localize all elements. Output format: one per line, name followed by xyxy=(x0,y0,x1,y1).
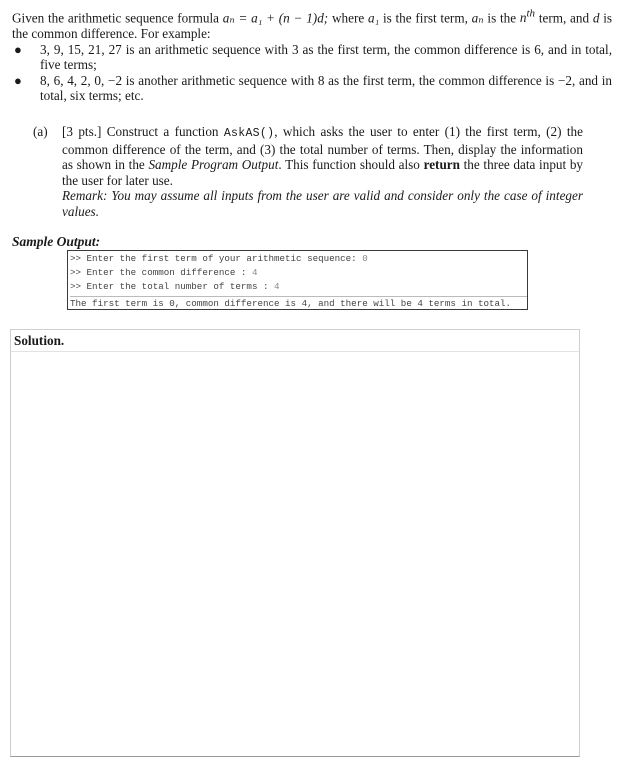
intro-paragraph xyxy=(12,7,612,42)
formula: aₙ = a₁ + (n − 1)d; xyxy=(222,10,329,26)
symbol-d: d xyxy=(592,10,600,26)
solution-divider xyxy=(11,351,579,352)
bullet-icon: ● xyxy=(14,72,22,88)
symbol-an: aₙ xyxy=(471,10,484,26)
console-line: >> Enter the common difference : 4 xyxy=(70,267,258,279)
console-result-line: The first term is 0, common difference is 4, and there will be 4 terms in total. xyxy=(70,296,527,311)
function-name: AskAS() xyxy=(223,127,275,140)
bullet-icon: ● xyxy=(14,41,22,57)
remark: Remark: You may assume all inputs from the user are valid and consider only the case of integer values. xyxy=(62,188,583,219)
console-line: >> Enter the first term of your arithmetic sequence: 0 xyxy=(70,253,368,264)
intro-term-and: term, and xyxy=(538,10,590,26)
solution-box[interactable] xyxy=(10,329,580,757)
sample-output-heading: Sample Output: xyxy=(12,234,101,249)
intro-common-diff: is the common difference. For example: xyxy=(12,10,613,41)
console-line: >> Enter the total number of terms : 4 xyxy=(70,281,280,293)
part-a xyxy=(33,124,583,220)
symbol-nth: $n^{th}$ xyxy=(519,8,536,26)
sample-console xyxy=(67,250,528,310)
intro-lead: Given the arithmetic sequence formula xyxy=(12,10,219,26)
part-a-body: [3 pts.] Construct a function AskAS(), which asks the user to enter (1) the first term, (2) the common difference of the term, and (3) the total number of terms. Then, display the information as shown in the Sample Program Output. This function should also return the three data input by the user for later use. Remark: You may assume all inputs from the user are valid and consider only the case of integer values. xyxy=(62,124,584,219)
sample-reference: Sample Program Output xyxy=(148,157,279,173)
example-item: ● 3, 9, 15, 21, 27 is an arithmetic sequence with 3 as the first term, the common difference is 6, and in total, five terms; xyxy=(14,41,612,73)
part-a-label: (a) xyxy=(33,124,48,139)
intro-where: where xyxy=(331,10,365,26)
points-badge: [3 pts.] xyxy=(62,124,102,139)
example-list xyxy=(12,42,612,104)
problem-intro xyxy=(12,7,612,104)
solution-title: Solution. xyxy=(14,333,65,348)
intro-first-term: is the first term, xyxy=(382,10,468,26)
symbol-a1: a₁ xyxy=(367,10,380,26)
intro-is-the: is the xyxy=(487,10,517,26)
return-keyword: return xyxy=(423,157,460,173)
example-item: ● 8, 6, 4, 2, 0, −2 is another arithmetic sequence with 8 as the first term, the common difference is −2, and in total, six terms; etc. xyxy=(14,72,612,104)
